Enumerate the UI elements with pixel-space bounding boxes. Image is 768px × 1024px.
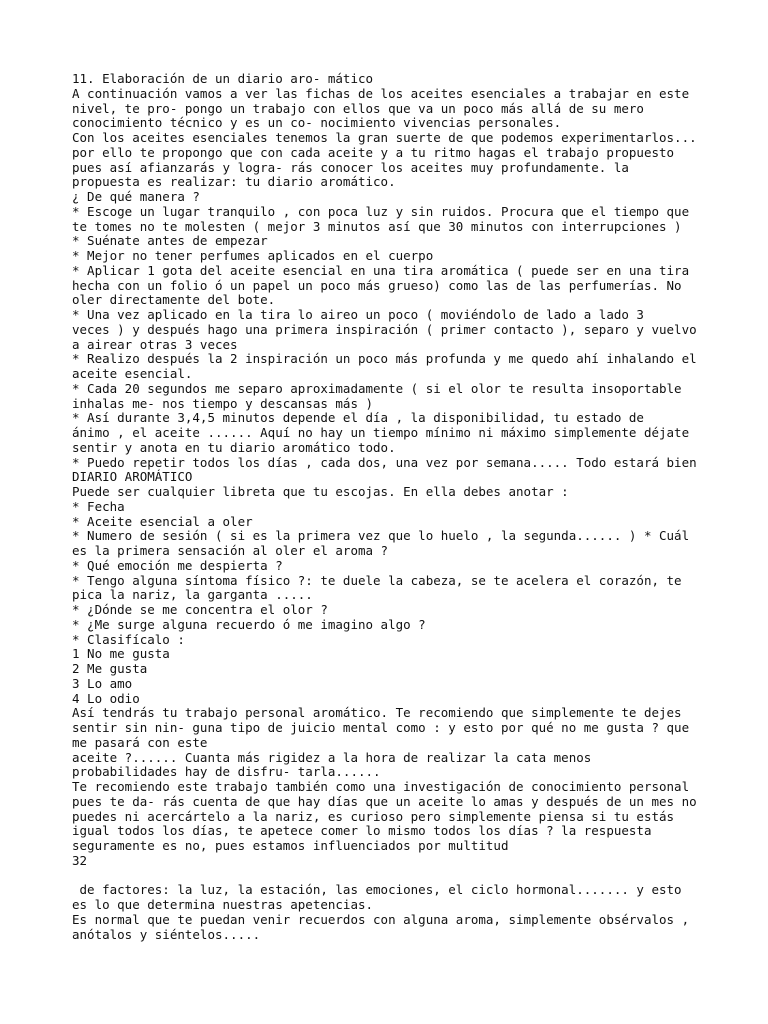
text-line: de factores: la luz, la estación, las emociones, el ciclo hormonal....... y esto [72, 882, 682, 898]
text-line: es la primera sensación al oler el aroma ? [72, 543, 389, 558]
page-number: 32 [72, 852, 88, 868]
text-line: * Puedo repetir todos los días , cada dos, una vez por semana..... Todo estará bien [72, 454, 697, 470]
text-line: * Numero de sesión ( si es la primera vez que lo huelo , la segunda...... ) * Cuál [72, 528, 690, 544]
section-heading: 11. Elaboración de un diario aro- mático [72, 71, 374, 86]
text-line: * Fecha [72, 498, 125, 514]
text-line: sentir y anota en tu diario aromático todo. [72, 439, 396, 455]
text-line: * Así durante 3,4,5 minutos depende el día , la disponibilidad, tu estado de [72, 410, 644, 426]
text-line: conocimiento técnico y es un co- nocimiento vivencias personales. [72, 115, 562, 131]
text-line: * Qué emoción me despierta ? [72, 557, 283, 573]
text-line: me pasará con este [72, 734, 208, 750]
text-line: A continuación vamos a ver las fichas de los aceites esenciales a trabajar en este [72, 85, 690, 101]
text-line: * Clasifícalo : [72, 631, 185, 647]
text-line: pues te da- rás cuenta de que hay días que un aceite lo amas y después de un mes no [72, 793, 697, 809]
text-line: seguramente es no, pues estamos influenciados por multitud [72, 838, 509, 853]
text-line: es lo que determina nuestras apetencias. [72, 897, 374, 912]
subsection-heading: DIARIO AROMÁTICO [72, 469, 193, 485]
text-line: aceite esencial. [72, 366, 193, 381]
text-line: oler directamente del bote. [72, 292, 276, 308]
text-line: * ¿Dónde se me concentra el olor ? [72, 602, 328, 617]
text-line: veces ) y después hago una primera inspiración ( primer contacto ), separo y vuelvo [72, 321, 697, 337]
text-line: * Aceite esencial a oler [72, 513, 253, 529]
text-line: * Cada 20 segundos me separo aproximadamente ( si el olor te resulta insoportable [72, 380, 682, 396]
text-line: * Aplicar 1 gota del aceite esencial en una tira aromática ( puede ser en una tira [72, 262, 690, 278]
text-line: anótalos y siéntelos..... [72, 926, 261, 942]
text-line: inhalas me- nos tiempo y descansas más ) [72, 395, 374, 411]
text-line: * Una vez aplicado en la tira lo aireo un poco ( moviéndolo de lado a lado 3 [72, 307, 644, 322]
text-line: Es normal que te puedan venir recuerdos con alguna aroma, simplemente obsérvalos , [72, 911, 690, 927]
text-line: 3 Lo amo [72, 675, 133, 691]
text-line: ánimo , el aceite ...... Aquí no hay un tiempo mínimo ni máximo simplemente déjate [72, 425, 690, 440]
text-line: a airear otras 3 veces [72, 336, 238, 352]
text-line: propuesta es realizar: tu diario aromático. [72, 174, 396, 190]
text-line: * Escoge un lugar tranquilo , con poca luz y sin ruidos. Procura que el tiempo que [72, 203, 690, 219]
text-line: * Realizo después la 2 inspiración un poco más profunda y me quedo ahí inhalando el [72, 351, 697, 367]
text-line: por ello te propongo que con cada aceite y a tu ritmo hagas el trabajo propuesto [72, 144, 675, 160]
text-line: pues así afianzarás y logra- rás conocer los aceites muy profundamente. la [72, 159, 629, 175]
text-line: Puede ser cualquier libreta que tu escojas. En ella debes anotar : [72, 484, 569, 499]
text-line: igual todos los días, te apetece comer lo mismo todos los días ? la respuesta [72, 823, 652, 839]
text-line: * Tengo alguna síntoma físico ?: te duele la cabeza, se te acelera el corazón, te [72, 572, 682, 588]
text-line: * Mejor no tener perfumes aplicados en el cuerpo [72, 248, 434, 263]
blank-line [72, 869, 760, 884]
text-line: nivel, te pro- pongo un trabajo con ellos que va un poco más allá de su mero [72, 100, 644, 116]
text-line: puedes ni acercártelo a la nariz, es curioso pero simplemente piensa si tu estás [72, 808, 675, 824]
text-line: aceite ?...... Cuanta más rigidez a la hora de realizar la cata menos [72, 749, 592, 765]
text-line: * Suénate antes de empezar [72, 233, 268, 249]
text-line: 4 Lo odio [72, 690, 140, 706]
text-line: sentir sin nin- guna tipo de juicio mental como : y esto por qué no me gusta ? que [72, 720, 690, 735]
text-line: Así tendrás tu trabajo personal aromático. Te recomiendo que simplemente te dejes [72, 705, 682, 721]
text-line: * ¿Me surge alguna recuerdo ó me imagino algo ? [72, 616, 426, 632]
text-line: pica la nariz, la garganta ..... [72, 587, 313, 603]
text-line: 1 No me gusta [72, 646, 170, 662]
text-line: Te recomiendo este trabajo también como una investigación de conocimiento personal [72, 779, 690, 794]
text-line: probabilidades hay de disfru- tarla...... [72, 764, 381, 780]
text-line: ¿ De qué manera ? [72, 189, 200, 204]
text-line: 2 Me gusta [72, 661, 148, 676]
text-line: Con los aceites esenciales tenemos la gran suerte de que podemos experimentarlos... [72, 130, 697, 145]
text-line: te tomes no te molesten ( mejor 3 minutos así que 30 minutos con interrupciones ) [72, 218, 682, 234]
text-line: hecha con un folio ó un papel un poco más grueso) como las de las perfumerías. No [72, 277, 682, 293]
